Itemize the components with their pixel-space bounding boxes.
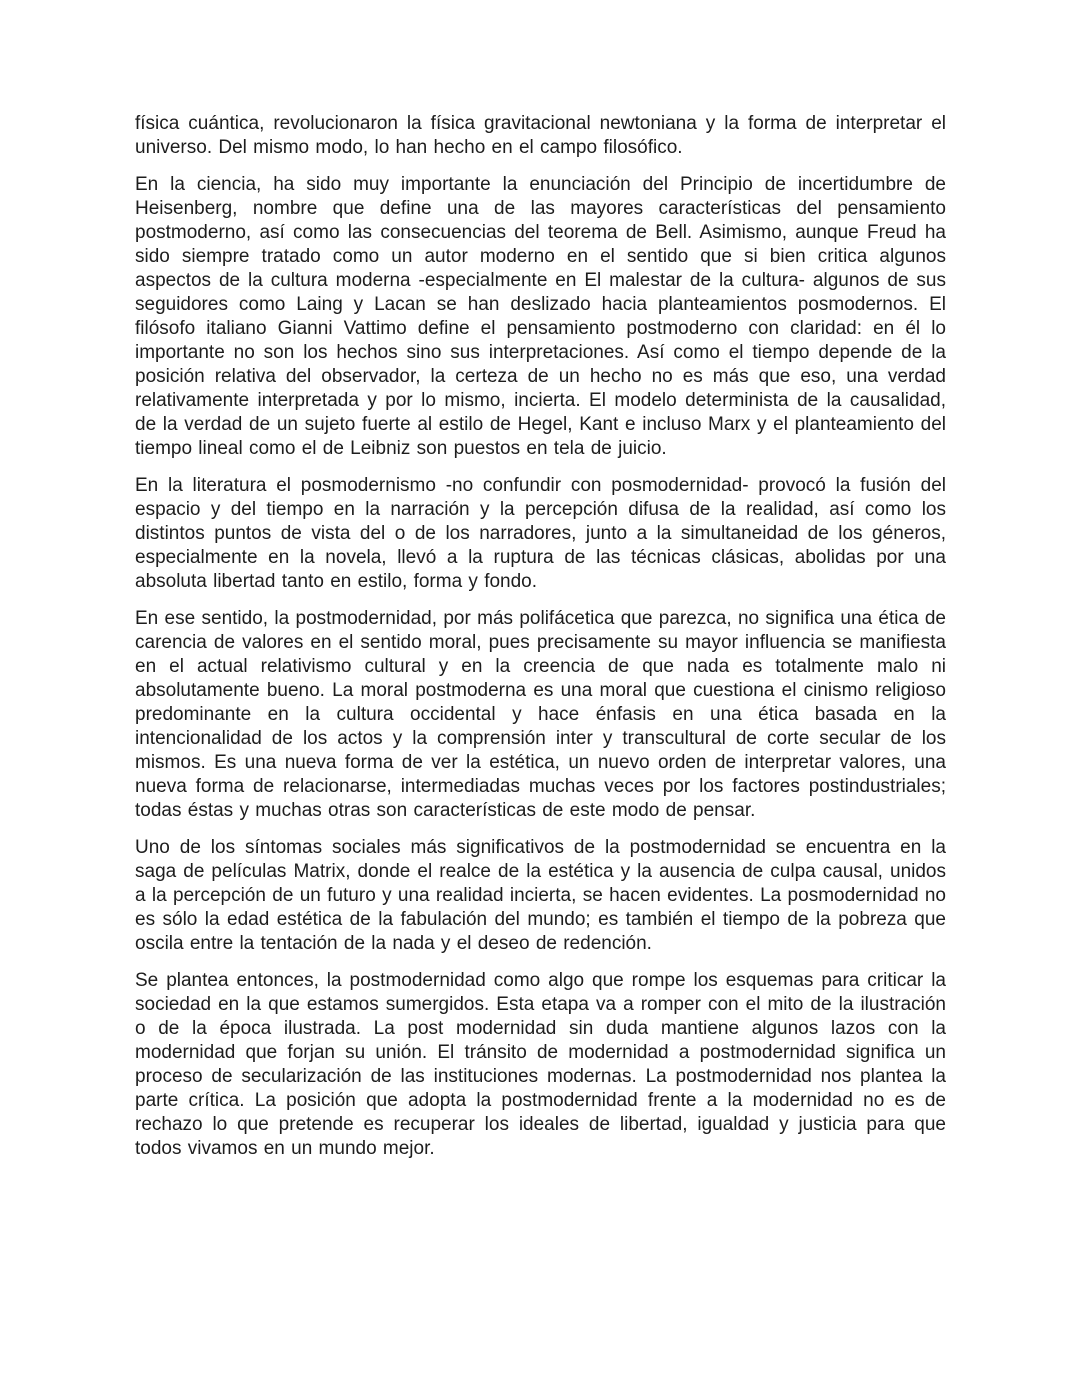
- paragraph: Se plantea entonces, la postmodernidad como algo que rompe los esquemas para criticar la sociedad en la que estamos sumergidos. Esta etapa va a romper con el mito de la ilustración o de la época ilustrada. La post modernidad sin duda mantiene algunos lazos con la modernidad que forjan su unión. El tránsito de modernidad a postmodernidad significa un proceso de secularización de las instituciones modernas. La postmodernidad nos plantea la parte crítica. La posición que adopta la postmodernidad frente a la modernidad no es de rechazo lo que pretende es recuperar los ideales de libertad, igualdad y justicia para que todos vivamos en un mundo mejor.: [135, 970, 946, 1159]
- paragraph: En la literatura el posmodernismo -no confundir con posmodernidad- provocó la fusión del espacio y del tiempo en la narración y la percepción difusa de la realidad, así como los distintos puntos de vista del o de los narradores, junto a la simultaneidad de los géneros, especialmente en la novela, llevó a la ruptura de las técnicas clásicas, abolidas por una absoluta libertad tanto en estilo, forma y fondo.: [135, 475, 946, 592]
- paragraph: En ese sentido, la postmodernidad, por más polifácetica que parezca, no significa una ética de carencia de valores en el sentido moral, pues precisamente su mayor influencia se manifiesta en el actual relativismo cultural y en la creencia de que nada es totalmente malo ni absolutamente bueno. La moral postmoderna es una moral que cuestiona el cinismo religioso predominante en la cultura occidental y hace énfasis en una ética basada en la intencionalidad de los actos y la comprensión inter y transcultural de corte secular de los mismos. Es una nueva forma de ver la estética, un nuevo orden de interpretar valores, una nueva forma de relacionarse, intermediadas muchas veces por los factores postindustriales; todas éstas y muchas otras son características de este modo de pensar.: [135, 608, 946, 821]
- document-body: [135, 112, 946, 1161]
- paragraph: física cuántica, revolucionaron la física gravitacional newtoniana y la forma de interpretar el universo. Del mismo modo, lo han hecho en el campo filosófico.: [135, 113, 946, 158]
- paragraph: En la ciencia, ha sido muy importante la enunciación del Principio de incertidumbre de Heisenberg, nombre que define una de las mayores características del pensamiento postmoderno, así como las consecuencias del teorema de Bell. Asimismo, aunque Freud ha sido siempre tratado como un autor moderno en el sentido que si bien critica algunos aspectos de la cultura moderna -especialmente en El malestar de la cultura- algunos de sus seguidores como Laing y Lacan se han deslizado hacia planteamientos posmodernos. El filósofo italiano Gianni Vattimo define el pensamiento postmoderno con claridad: en él lo importante no son los hechos sino sus interpretaciones. Así como el tiempo depende de la posición relativa del observador, la certeza de un hecho no es más que eso, una verdad relativamente interpretada y por lo mismo, incierta. El modelo determinista de la causalidad, de la verdad de un sujeto fuerte al estilo de Hegel, Kant e incluso Marx y el planteamiento del tiempo lineal como el de Leibniz son puestos en tela de juicio.: [135, 174, 946, 459]
- paragraph: Uno de los síntomas sociales más significativos de la postmodernidad se encuentra en la saga de películas Matrix, donde el realce de la estética y la ausencia de culpa causal, unidos a la percepción de un futuro y una realidad incierta, se hacen evidentes. La posmodernidad no es sólo la edad estética de la fabulación del mundo; es también el tiempo de la pobreza que oscila entre la tentación de la nada y el deseo de redención.: [135, 837, 946, 954]
